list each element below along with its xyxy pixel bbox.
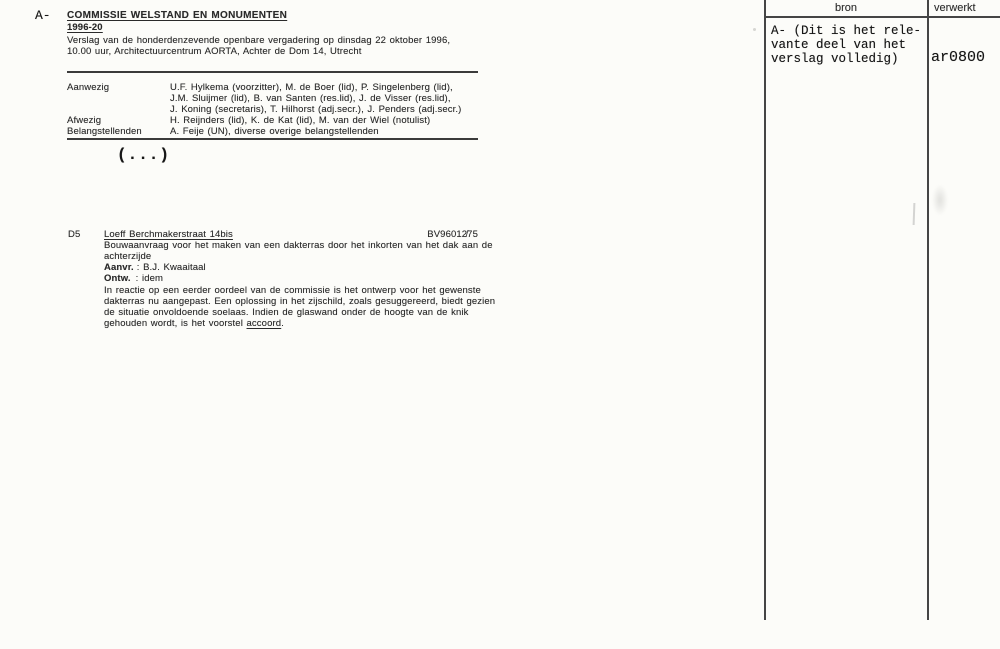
meeting-meta-line1: Verslag van de honderdenzevende openbare vergadering op dinsdag 22 oktober 1996, [67,35,451,46]
scan-artifact [753,28,756,31]
scan-artifact [913,203,916,225]
item-body-line2: dakterras nu aangepast. Een oplossing in het zijschild, zoals gesuggereerd, biedt gezien [104,296,496,307]
afwezig-line1: H. Reijnders (lid), K. de Kat (lid), M. van der Wiel (notulist) [170,115,431,126]
aanwezig-label: Aanwezig [67,82,110,93]
bron-note-line2: vante deel van het [771,38,907,52]
designer-label: Ontw. [104,273,131,284]
aanwezig-line3: J. Koning (secretaris), T. Hilhorst (adj.secr.), J. Penders (adj.secr.) [170,104,462,115]
verwerkt-value: ar0800 [931,49,986,66]
verdict-prefix: gehouden wordt, is het voorstel [104,318,247,329]
agenda-item-address: Loeff Berchmakerstraat 14bis [104,229,233,240]
designer-value: : idem [135,273,164,284]
designer-row [104,273,163,284]
verdict-word: accoord [246,318,282,329]
sidebar-left-border [764,0,766,620]
afwezig-label: Afwezig [67,115,102,126]
item-description-line1: Bouwaanvraag voor het maken van een dakterras door het inkorten van het dak aan de [104,240,493,251]
agenda-item-code: D5 [68,229,81,240]
committee-title: COMMISSIE WELSTAND EN MONUMENTEN [67,10,288,21]
case-number: BV96012̸75 [427,229,478,240]
scan-artifact [932,184,948,216]
verwerkt-column-header: verwerkt [934,2,976,14]
bron-column-header: bron [834,2,858,14]
sidebar-header-divider [764,16,1000,18]
applicant-label: Aanvr. [104,262,134,273]
item-body-line1: In reactie op een eerder oordeel van de commissie is het ontwerp voor het gewenste [104,285,481,296]
sidebar-column-divider [927,0,929,620]
item-description-line2: achterzijde [104,251,152,262]
belangstellenden-label: Belangstellenden [67,126,142,137]
aanwezig-line2: J.M. Sluijmer (lid), B. van Santen (res.lid), J. de Visser (res.lid), [170,93,451,104]
belangstellenden-line1: A. Feije (UN), diverse overige belangstellenden [170,126,379,137]
applicant-value: : B.J. Kwaaitaal [136,262,206,273]
aanwezig-line1: U.F. Hylkema (voorzitter), M. de Boer (lid), P. Singelenberg (lid), [170,82,453,93]
divider-top [67,71,478,73]
bron-note-line3: verslag volledig) [771,52,899,66]
bron-note-line1: A- (Dit is het rele- [771,24,922,38]
applicant-row [104,262,206,273]
margin-marker-a: A- [35,8,51,23]
omission-mark: (...) [117,146,171,164]
divider-attendance [67,138,478,140]
item-body-line3: de situatie onvoldoende soelaas. Indien de glaswand onder de hoogte van de knik [104,307,469,318]
report-number: 1996-20 [67,22,103,33]
verdict-suffix: . [281,318,284,329]
item-body-line4 [104,318,284,329]
meeting-meta-line2: 10.00 uur, Architectuurcentrum AORTA, Achter de Dom 14, Utrecht [67,46,362,57]
